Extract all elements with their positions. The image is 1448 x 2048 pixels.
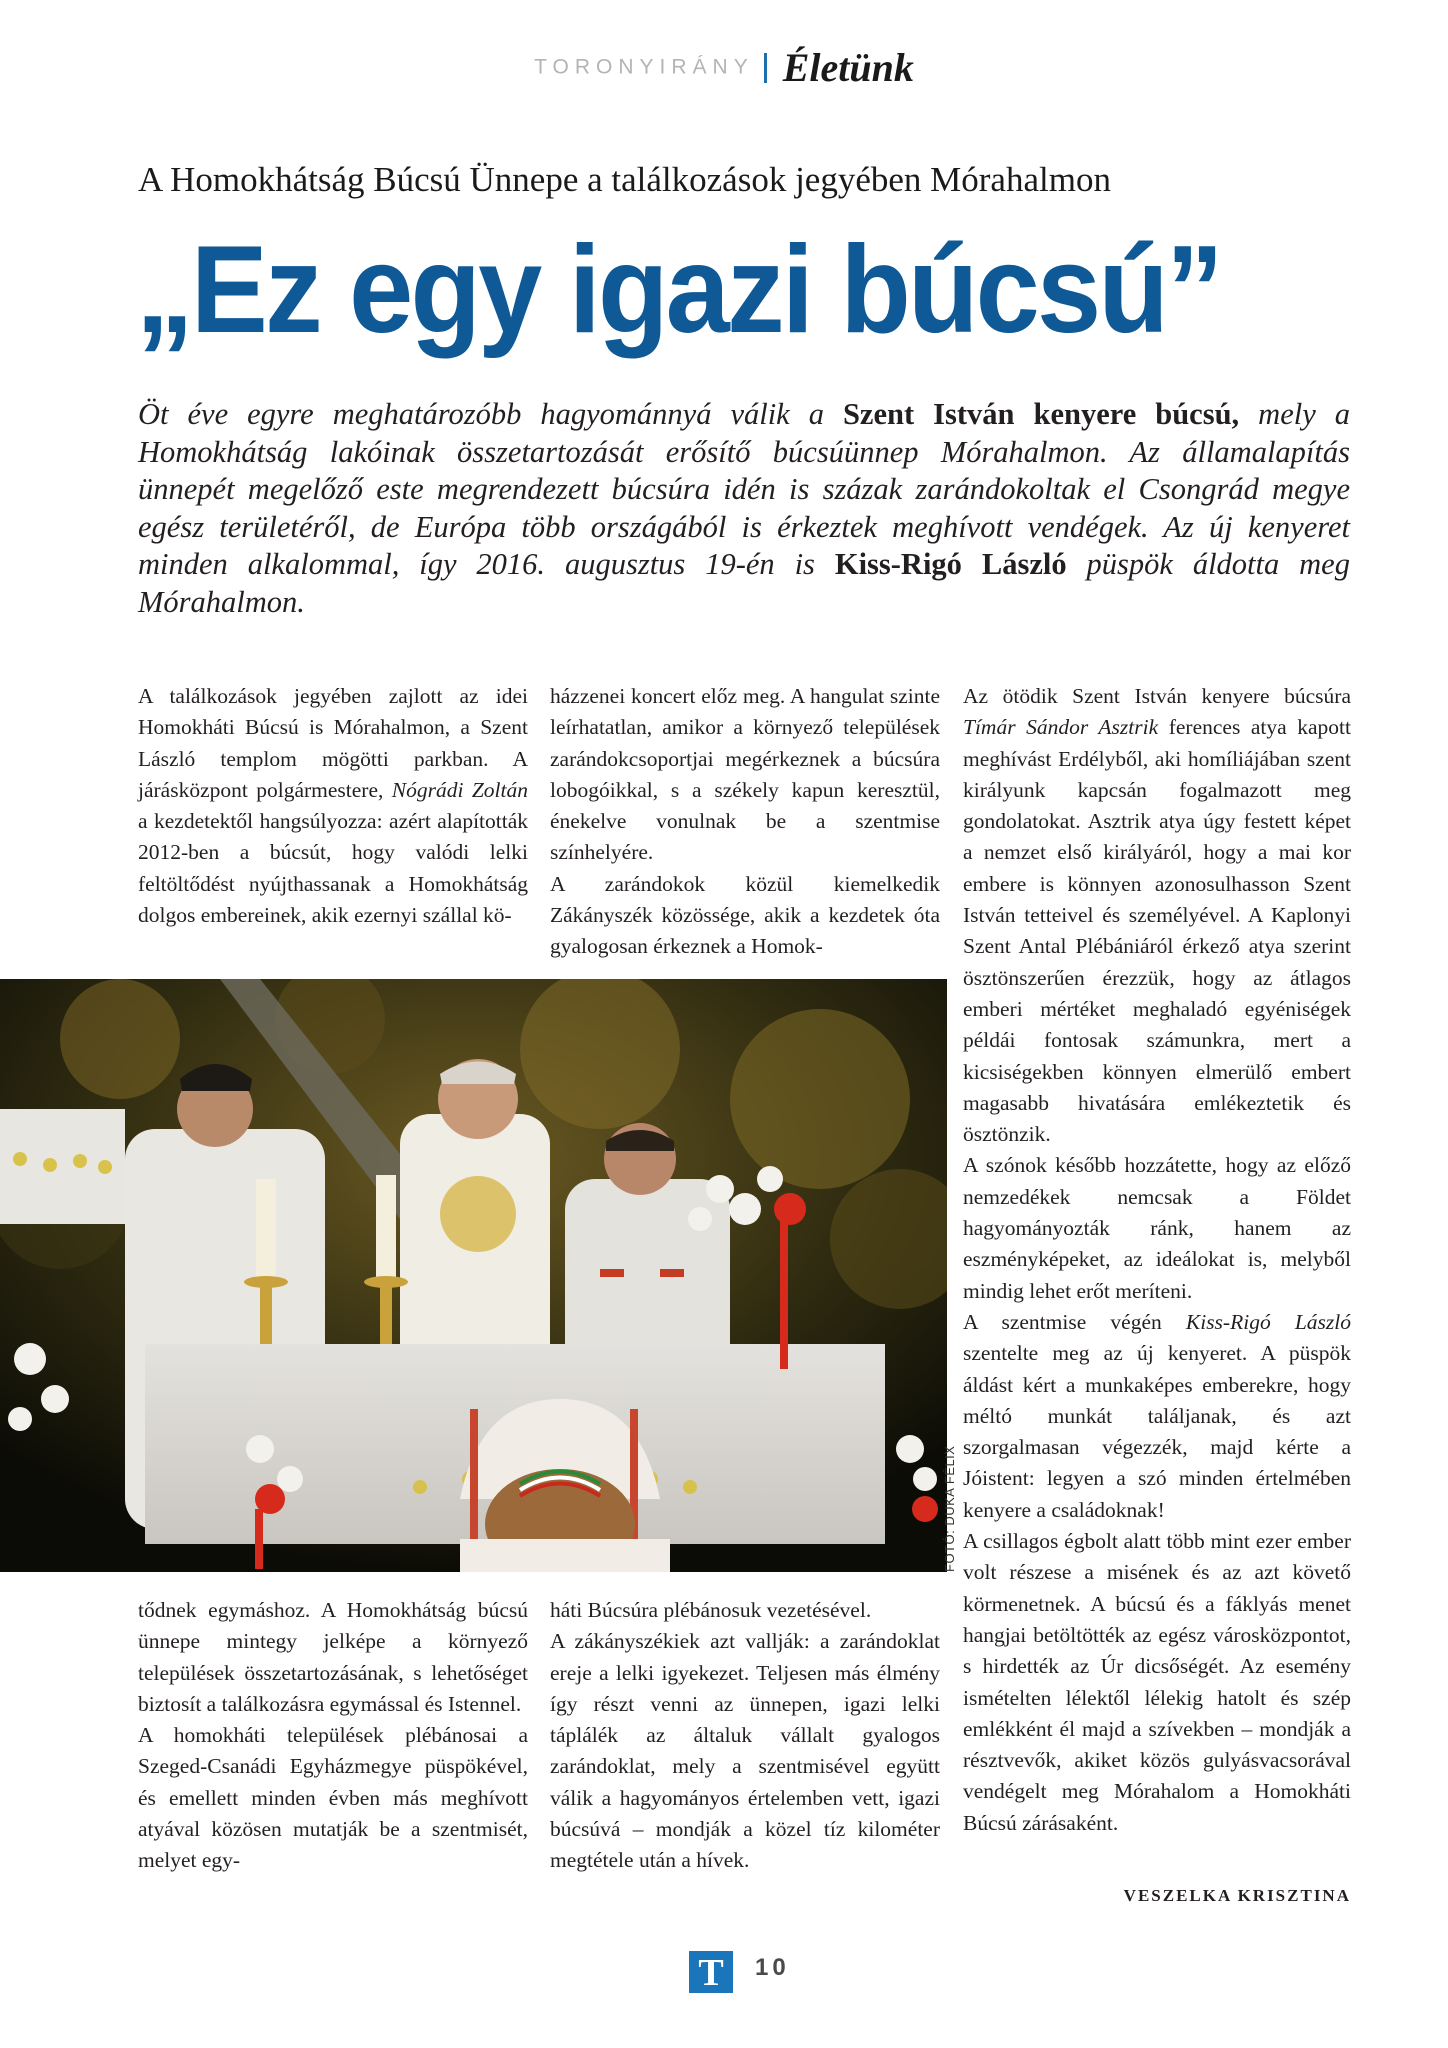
paragraph: háti Búcsúra plébánosuk vezetésével. [550, 1598, 872, 1622]
paragraph [963, 681, 1351, 1150]
article-photo [0, 979, 947, 1572]
magazine-logo: T [689, 1951, 733, 1993]
article-kicker: A Homokhátság Búcsú Ünnepe a találkozások jegyében Mórahalmon [138, 160, 1111, 199]
lead-text: mely a Homokhátság lakóinak összetartozását erősítő búcsúünnep Mórahalmon. Az államalapítás ünnepét megelőző este megrendezett búcsúra idén is százak zarándokoltak el Csongrád megye egész területéről, de Európa több országából is érkeztek meghívott vendégek. Az új kenyeret minden alkalommal, így 2016. augusztus 19-én is [138, 397, 1350, 581]
lead-bold-bishop: Kiss-Rigó László [834, 547, 1067, 581]
italic-name: Nógrádi Zoltán [391, 777, 528, 802]
paragraph: A homokháti települések plébánosai a Szeged-Csanádi Egyházmegye püspökével, és emellett minden évben más meghívott atyával közösen mutatják be a szentmisét, melyet egy- [138, 1723, 528, 1873]
paragraph: A csillagos égbolt alatt több mint ezer ember volt részese a misének és az azt követő körmenetnek. A búcsú és a fáklyás menet hangjai betöltötték az egész városközpontot, s hirdették az Úr dicsőségét. Az esemény ismételten lélektől lélekig hatolt és szép emlékként él majd a szívekben – mondják a résztvevők, akiket közös gulyásvacsorával vendégelt meg Mórahalom a Homokháti Búcsú zárásaként. [963, 1529, 1351, 1835]
lead-bold-event: Szent István kenyere búcsú, [842, 397, 1240, 431]
text: ferences atya kapott meghívást Erdélyből, aki homíliájában szent királyunk kapcsán fogalmazott meg gondolatokat. Asztrik atya úgy festett képet a nemzet első királyáról, hogy a mai kor embere is könnyen azonosulhasson Szent István tetteivel és személyével. A Kaplonyi Szent Antal Plébániáról érkező atya szerint ösztönszerűen érezzük, hogy az átlagos emberi mértéket meghaladó egyéniségek példái fontosak számunkra, mert a kicsiségekben könnyen elmerülő embert magasabb hivatására emlékeztetik és ösztönzik. [963, 715, 1351, 1147]
lead-text: püspök áldotta meg Mórahalmon. [138, 547, 1350, 619]
running-header [0, 44, 1448, 91]
text: A találkozások jegyében zajlott az idei Homokháti Búcsú is Mórahalmon, a Szent László templom mögötti parkban. A járásközpont polgármestere, [138, 684, 528, 802]
paragraph: A zarándokok közül kiemelkedik Zákányszék közössége, akik a kezdetek óta gyalogosan érkeznek a Homok- [550, 871, 940, 959]
column-1-top [138, 681, 528, 931]
column-3 [963, 681, 1351, 1839]
photo-credit: FOTÓ: DUKA FÉLIX [942, 1445, 957, 1572]
paragraph: tődnek egymáshoz. A Homokhátság búcsú ünnepe mintegy jelképe a környező települések összetartozásának, s lehetőséget biztosít a találkozásra egymással és Istennel. [138, 1598, 528, 1716]
article-lead [138, 396, 1350, 621]
text: Az ötödik Szent István kenyere búcsúra [963, 684, 1351, 708]
text: a kezdetektől hangsúlyozza: azért alapították 2012-ben a búcsút, hogy valódi lelki feltöltődést nyújthassanak a Homokhátság dolgos embereinek, akik ezernyi szállal kö- [138, 809, 528, 928]
paragraph [138, 681, 528, 931]
paragraph: A zákányszékiek azt vallják: a zarándoklat ereje a lelki igyekezet. Teljesen más élmény így részt venni az ünnepen, igazi lelki táplálék az általuk vállalt gyalogos zarándoklat, mely a szentmisével együtt válik a hagyományos értelemben vett, igazi búcsúvá – mondják a közel tíz kilométer megtétele után a hívek. [550, 1629, 940, 1873]
italic-name: Kiss-Rigó László [1185, 1309, 1351, 1334]
article-title: „Ez egy igazi búcsú” [136, 221, 1221, 359]
mass-altar-photo [0, 979, 947, 1572]
italic-name: Tímár Sándor Asztrik [963, 715, 1159, 740]
header-divider [764, 53, 767, 83]
publication-name: TORONYIRÁNY [534, 55, 754, 79]
text: A szentmise végén [963, 1309, 1186, 1334]
paragraph: házzenei koncert előz meg. A hangulat szinte leírhatatlan, amikor a környező települések zarándokcsoportjai megérkeznek a búcsúra lobogóikkal, s a székely kapun keresztül, énekelve vonulnak be a szentmise színhelyére. [550, 684, 940, 865]
author-byline: VESZELKA KRISZTINA [1123, 1886, 1351, 1905]
lead-text: Öt éve egyre meghatározóbb hagyománnyá válik a [138, 397, 843, 431]
column-2-bottom [550, 1595, 940, 1877]
column-2-top [550, 681, 940, 963]
page-number: 10 [755, 1954, 790, 1981]
text: szentelte meg az új kenyeret. A püspök áldást kért a munkaképes emberekre, hogy méltó munkát találjanak, és azt szorgalmasan végezzék, majd kérte a Jóistent: legyen a szó minden értelmében kenyere a családoknak! [963, 1341, 1351, 1522]
column-1-bottom [138, 1595, 528, 1877]
paragraph [963, 1307, 1351, 1526]
section-name: Életünk [782, 45, 914, 90]
paragraph: A szónok később hozzátette, hogy az előző nemzedékek nemcsak a Földet hagyományozták ránk, hanem az eszményképeket, az ideálokat is, melyből mindig lehet erőt meríteni. [963, 1153, 1351, 1303]
